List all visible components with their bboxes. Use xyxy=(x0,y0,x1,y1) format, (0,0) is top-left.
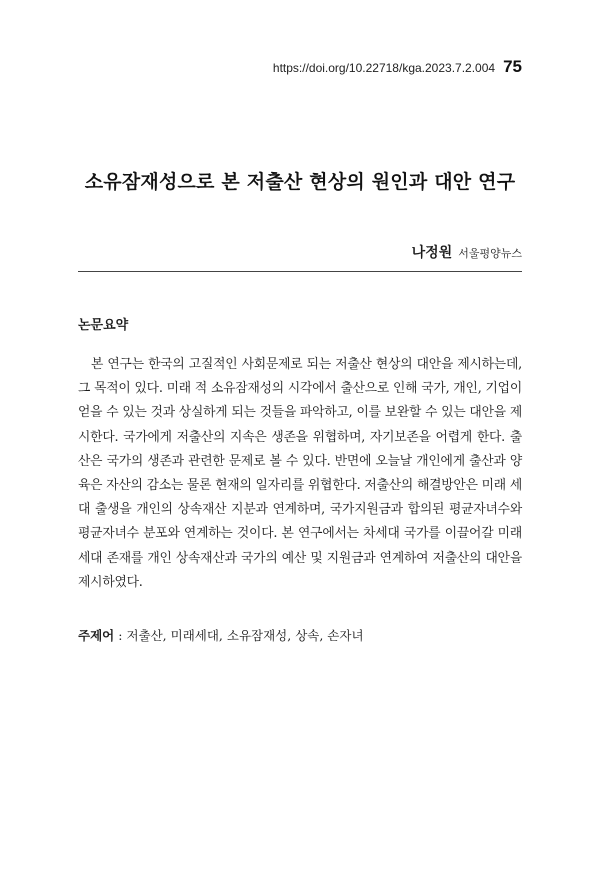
abstract-body: 본 연구는 한국의 고질적인 사회문제로 되는 저출산 현상의 대안을 제시하는데, 그 목적이 있다. 미래 적 소유잠재성의 시각에서 출산으로 인해 국가, 개인, 기업이 얻을 수 있는 것과 상실하게 되는 것들을 파악하고, 이를 보완할 수 있는 대안을 제시한다. 국가에게 저출산의 지속은 생존을 위협하며, 자기보존을 어렵게 한다. 출산은 국가의 생존과 관련한 문제로 볼 수 있다. 반면에 오늘날 개인에게 출산과 양육은 자산의 감소는 물론 현재의 일자리를 위협한다. 저출산의 해결방안은 미래 세대 출생을 개인의 상속재산 지분과 연계하며, 국가지원금과 합의된 평균자녀수와 평균자녀수 분포와 연계하는 것이다. 본 연구에서는 차세대 국가를 이끌어갈 미래 세대 존재를 개인 상속재산과 국가의 예산 및 지원금과 연계하여 저출산의 대안을 제시하였다. xyxy=(78,357,522,590)
author-affiliation: 서울평양뉴스 xyxy=(458,247,522,260)
paper-title: 소유잠재성으로 본 저출산 현상의 원인과 대안 연구 xyxy=(84,171,516,193)
keywords xyxy=(78,626,522,646)
doi-link[interactable]: https://doi.org/10.22718/kga.2023.7.2.004 xyxy=(272,61,496,75)
keywords-list: 저출산, 미래세대, 소유잠재성, 상속, 손자녀 xyxy=(126,628,364,643)
page-number: 75 xyxy=(503,57,522,76)
running-header xyxy=(273,57,522,77)
keywords-separator: : xyxy=(118,628,123,643)
abstract-heading: 논문요약 xyxy=(78,318,129,333)
author-name: 나정원 xyxy=(411,245,453,261)
keywords-label: 주제어 xyxy=(78,628,115,643)
author-line xyxy=(412,242,522,262)
title-divider xyxy=(78,271,522,272)
